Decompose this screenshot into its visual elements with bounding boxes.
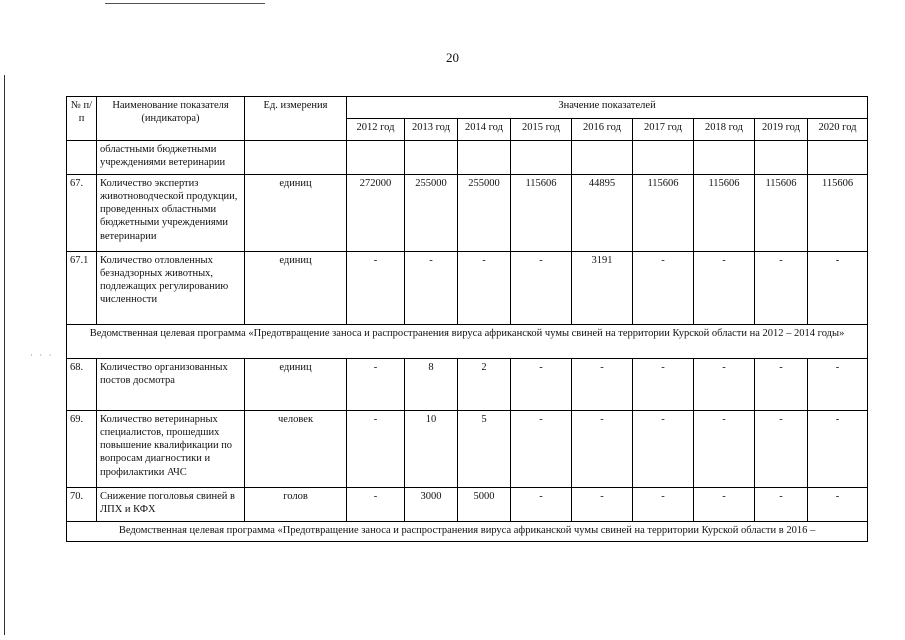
row-value: 255000	[458, 175, 511, 252]
row-value: 115606	[694, 175, 755, 252]
row-value	[347, 141, 405, 175]
col-name-header: Наименование показателя (индикатора)	[97, 97, 245, 141]
row-value: -	[633, 359, 694, 411]
row-value: -	[694, 359, 755, 411]
row-value	[572, 141, 633, 175]
row-value: -	[755, 252, 808, 325]
row-value: 44895	[572, 175, 633, 252]
row-value: 8	[405, 359, 458, 411]
row-value: -	[511, 488, 572, 522]
row-value: -	[572, 359, 633, 411]
row-unit	[245, 141, 347, 175]
row-value	[633, 141, 694, 175]
year-header: 2012 год	[347, 119, 405, 141]
table-row	[67, 175, 868, 252]
row-value	[405, 141, 458, 175]
row-value: 255000	[405, 175, 458, 252]
row-value: 2	[458, 359, 511, 411]
page-number: 20	[446, 50, 459, 65]
row-value: -	[755, 488, 808, 522]
row-value: -	[633, 488, 694, 522]
row-value: -	[572, 411, 633, 488]
row-num: 69.	[67, 411, 97, 488]
row-value: 5000	[458, 488, 511, 522]
table-row	[67, 359, 868, 411]
row-value: -	[808, 488, 868, 522]
row-unit: единиц	[245, 252, 347, 325]
row-value: 272000	[347, 175, 405, 252]
row-value: -	[694, 411, 755, 488]
year-header: 2018 год	[694, 119, 755, 141]
page-left-border	[4, 75, 5, 635]
row-name: Количество ветеринарных специалистов, прошедших повышение квалификации по вопросам диагностики и профилактики АЧС	[97, 411, 245, 488]
row-value	[694, 141, 755, 175]
top-rule	[105, 3, 265, 4]
col-num-header: № п/п	[67, 97, 97, 141]
row-value: 115606	[633, 175, 694, 252]
table-row	[67, 252, 868, 325]
row-value: 115606	[511, 175, 572, 252]
row-unit: человек	[245, 411, 347, 488]
row-num: 67.	[67, 175, 97, 252]
row-value: 115606	[755, 175, 808, 252]
row-unit: голов	[245, 488, 347, 522]
row-value	[808, 141, 868, 175]
table-row	[67, 141, 868, 175]
row-value: 10	[405, 411, 458, 488]
row-name: Количество организованных постов досмотра	[97, 359, 245, 411]
row-value: -	[808, 252, 868, 325]
header-row	[67, 97, 868, 119]
row-value: -	[572, 488, 633, 522]
indicators-table	[66, 96, 868, 542]
row-num	[67, 141, 97, 175]
row-value: -	[808, 359, 868, 411]
row-value: -	[347, 488, 405, 522]
table-row	[67, 411, 868, 488]
row-num: 70.	[67, 488, 97, 522]
col-values-header: Значение показателей	[347, 97, 868, 119]
year-header: 2019 год	[755, 119, 808, 141]
row-value: -	[511, 411, 572, 488]
year-header: 2020 год	[808, 119, 868, 141]
row-name: Снижение поголовья свиней в ЛПХ и КФХ	[97, 488, 245, 522]
row-value: -	[511, 359, 572, 411]
margin-marks: · · ·	[30, 350, 54, 360]
row-name: Количество экспертиз животноводческой продукции, проведенных областными бюджетными учреждениями ветеринарии	[97, 175, 245, 252]
row-value: -	[347, 359, 405, 411]
row-value: 5	[458, 411, 511, 488]
section-row	[67, 522, 868, 542]
row-unit: единиц	[245, 359, 347, 411]
row-value: 3191	[572, 252, 633, 325]
row-value: -	[347, 411, 405, 488]
row-unit: единиц	[245, 175, 347, 252]
col-unit-header: Ед. измерения	[245, 97, 347, 141]
row-name: областными бюджетными учреждениями ветеринарии	[97, 141, 245, 175]
row-value	[458, 141, 511, 175]
row-value	[511, 141, 572, 175]
row-value: -	[347, 252, 405, 325]
row-value: -	[633, 411, 694, 488]
row-value: 115606	[808, 175, 868, 252]
program-title: Ведомственная целевая программа «Предотвращение заноса и распространения вируса африканской чумы свиней на территории Курской области в 2016 –	[67, 522, 868, 542]
row-value: -	[755, 411, 808, 488]
year-header: 2015 год	[511, 119, 572, 141]
row-value: -	[755, 359, 808, 411]
program-title: Ведомственная целевая программа «Предотвращение заноса и распространения вируса африканской чумы свиней на территории Курской области на 2012 – 2014 годы»	[67, 325, 868, 359]
table-row	[67, 488, 868, 522]
row-num: 68.	[67, 359, 97, 411]
row-value: -	[694, 488, 755, 522]
row-value: -	[694, 252, 755, 325]
row-num: 67.1	[67, 252, 97, 325]
section-row	[67, 325, 868, 359]
row-value: -	[458, 252, 511, 325]
year-header: 2013 год	[405, 119, 458, 141]
row-value: -	[808, 411, 868, 488]
row-value	[755, 141, 808, 175]
year-header: 2014 год	[458, 119, 511, 141]
year-header: 2016 год	[572, 119, 633, 141]
row-name: Количество отловленных безнадзорных животных, подлежащих регулированию численности	[97, 252, 245, 325]
row-value: -	[405, 252, 458, 325]
row-value: 3000	[405, 488, 458, 522]
year-header: 2017 год	[633, 119, 694, 141]
row-value: -	[511, 252, 572, 325]
row-value: -	[633, 252, 694, 325]
